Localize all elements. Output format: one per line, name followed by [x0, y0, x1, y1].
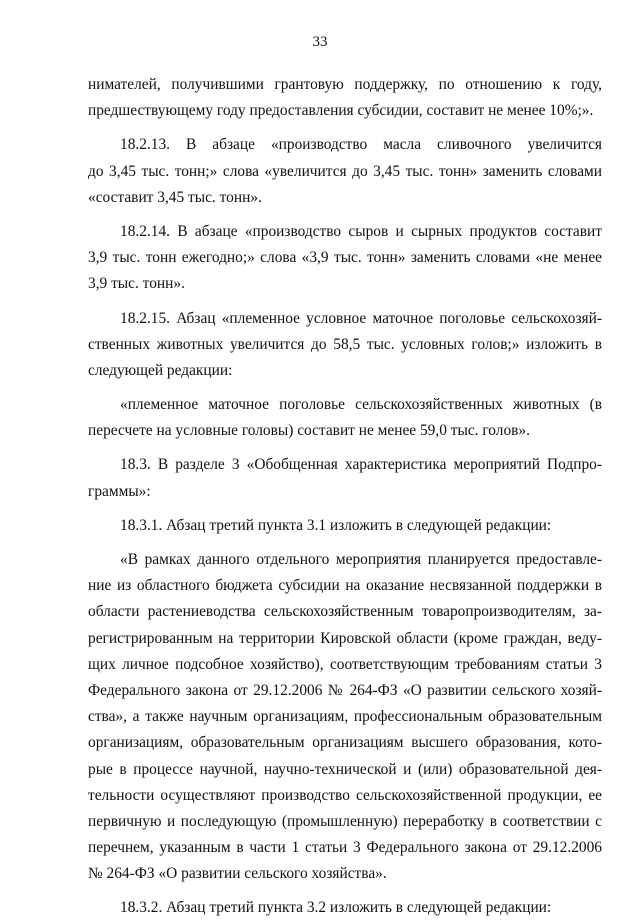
paragraph-gap [88, 298, 602, 306]
text-line: регистрированным на территории Кировской области (кроме граждан, веду- [88, 629, 602, 647]
text-line: 18.2.13. В абзаце «производство масла сливочного увеличится [120, 136, 602, 154]
text-line: № 264-ФЗ «О развитии сельского хозяйства». [88, 865, 387, 883]
text-line: нимателей, получившими грантовую поддержку, по отношению к году, [88, 76, 602, 93]
text-line: 3,9 тыс. тонн ежегодно;» слова «3,9 тыс. тонн» заменить словами «не менее [88, 249, 602, 267]
text-line: первичную и последующую (промышленную) переработку в соответствии с [88, 812, 602, 830]
paragraph-gap [88, 505, 602, 513]
text-line: 18.3.2. Абзац третий пункта 3.2 изложить в следующей редакции: [120, 899, 552, 917]
text-line: пересчете на условные головы) составит не менее 59,0 тыс. голов». [88, 422, 530, 440]
text-line: 3,9 тыс. тонн». [88, 275, 185, 293]
text-line: рые в процессе научной, научно-технической и (или) образовательной дея- [88, 760, 602, 778]
text-line: перечнем, указанным в части 1 статьи 3 Федерального закона от 29.12.2006 [88, 839, 602, 857]
text-line: области растениеводства сельскохозяйственным товаропроизводителям, за- [88, 603, 602, 621]
text-line: щих личное подсобное хозяйство), соответствующим требованиям статьи 3 [88, 655, 602, 673]
text-line: ственных животных увеличится до 58,5 тыс. условных голов;» изложить в [88, 335, 602, 353]
text-line: граммы»: [88, 482, 151, 500]
text-line: ства», а также научным организациям, профессиональным образовательным [88, 708, 602, 726]
page-number: 33 [312, 34, 328, 50]
text-line: тельности осуществляют производство сельскохозяйственной продукции, ее [88, 786, 602, 804]
text-line: следующей редакции: [88, 361, 233, 379]
text-line: предшествующему году предоставления субсидии, составит не менее 10%;». [88, 102, 594, 120]
text-line: организациям, образовательным организациям высшего образования, кото- [88, 734, 602, 752]
paragraph-gap [88, 124, 602, 132]
text-line: ние из областного бюджета субсидии на оказание несвязанной поддержки в [88, 577, 602, 595]
text-line: до 3,45 тыс. тонн;» слова «увеличится до 3,45 тыс. тонн» заменить словами [88, 162, 602, 180]
paragraph-gap [88, 539, 602, 547]
paragraph-gap [88, 384, 602, 392]
text-line: 18.2.14. В абзаце «производство сыров и сырных продуктов составит [120, 222, 602, 240]
paragraph-gap [88, 887, 602, 895]
text-line: «племенное маточное поголовье сельскохозяйственных животных (в [120, 396, 602, 414]
paragraph-gap [88, 211, 602, 219]
text-line: 18.3.1. Абзац третий пункта 3.1 изложить в следующей редакции: [120, 516, 552, 534]
text-line: «составит 3,45 тыс. тонн». [88, 188, 262, 206]
text-line: Федерального закона от 29.12.2006 № 264-ФЗ «О развитии сельского хозяй- [88, 681, 602, 699]
text-line: «В рамках данного отдельного мероприятия планируется предоставле- [120, 551, 602, 568]
text-line: 18.2.15. Абзац «племенное условное маточное поголовье сельскохозяй- [120, 309, 602, 327]
text-line: 18.3. В разделе 3 «Обобщенная характеристика мероприятий Подпро- [120, 456, 602, 474]
document-body [88, 72, 602, 922]
paragraph-gap [88, 444, 602, 452]
